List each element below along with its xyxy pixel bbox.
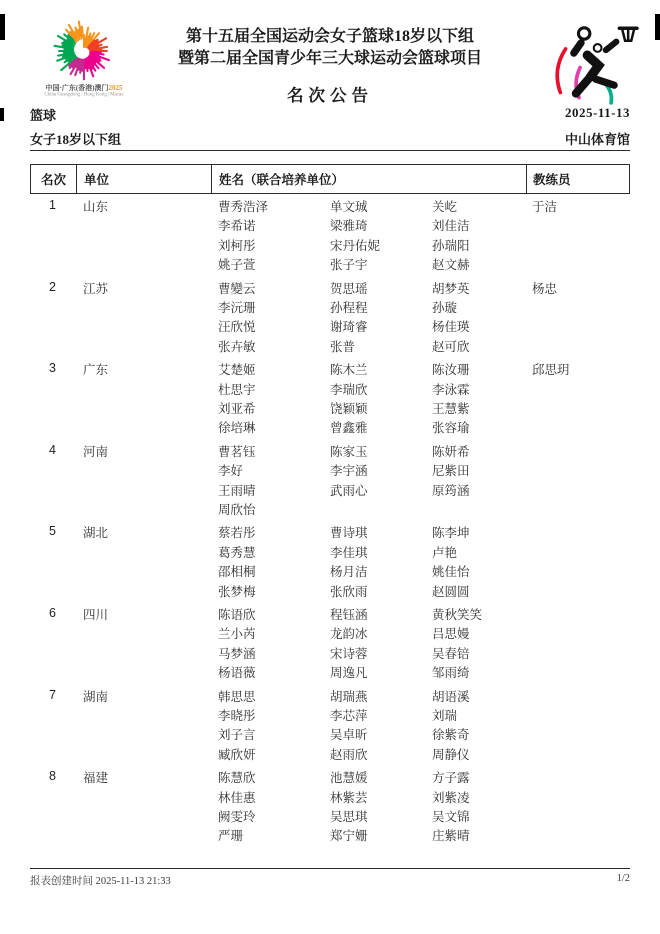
player-name: 李瑞欣 [330,382,368,397]
player-name: 赵文赫 [432,258,470,273]
name-line [218,216,630,235]
emblem-text-en: China Guangdong | Hong Kong | Macao [44,92,124,97]
player-name: 李泳霖 [432,382,470,397]
name-line [218,380,630,399]
name-line [218,442,630,461]
player-name: 李好 [218,464,244,479]
player-name: 刘佳洁 [432,219,470,234]
unit-cell: 山东 [83,200,109,214]
player-name: 张容瑜 [432,421,470,436]
unit-cell: 广东 [83,363,109,378]
player-name: 陈慧欣 [218,771,256,786]
player-name: 梁雅琦 [330,219,368,234]
player-name: 孙程程 [330,300,368,315]
player-name: 孙瑞阳 [432,238,470,253]
player-name: 曹茗钰 [218,444,256,459]
scan-mark-top-left [0,14,5,40]
player-name: 陈李坤 [432,526,470,541]
name-line [218,236,630,255]
name-line [218,481,630,500]
player-name: 邹雨绮 [432,666,470,681]
emblem-year: 2025 [108,84,123,92]
player-name: 杨语薇 [218,666,256,681]
player-name: 姚佳怡 [432,565,470,580]
player-name: 赵可欣 [432,339,470,354]
player-name: 李芯萍 [330,708,368,723]
national-games-emblem-icon [46,20,122,84]
coach-cell: 于洁 [532,200,558,214]
unit-cell: 湖北 [83,526,109,541]
player-name: 饶颖颖 [330,401,368,416]
player-name: 李宇涵 [330,464,368,479]
unit-cell: 河南 [83,444,109,459]
footer-divider [30,868,630,869]
player-name: 谢琦睿 [330,320,368,335]
player-name: 贺思瑶 [330,281,368,296]
name-line [218,807,630,826]
player-name: 吴思琪 [330,809,368,824]
player-name: 葛秀慧 [218,545,256,560]
name-line [218,644,630,663]
rank-cell: 2 [49,279,56,294]
name-line [218,582,630,601]
player-name: 邵相桐 [218,565,256,580]
rank-cell: 6 [49,605,56,620]
name-line [218,663,630,682]
basketball-player-pictogram-icon [544,20,644,108]
name-line [218,500,630,519]
player-name: 陈语欣 [218,607,256,622]
table-row [30,197,630,279]
basket-icon [619,28,637,40]
player-name: 杜思宇 [218,382,256,397]
rank-cell: 5 [49,524,56,539]
player-name: 王慧紫 [432,401,470,416]
player-name: 徐培琳 [218,421,256,436]
name-line [218,725,630,744]
player-name: 徐紫奇 [432,728,470,743]
unit-cell: 江苏 [83,281,109,296]
report-date: 2025-11-13 [565,105,630,120]
player-name: 林紫芸 [330,790,368,805]
rank-cell: 8 [49,769,56,784]
unit-cell: 湖南 [83,689,109,704]
player-name: 韩思思 [218,689,256,704]
table-row [30,279,630,361]
name-line [218,706,630,725]
name-line [218,523,630,542]
player-name: 郑宁姗 [330,829,368,844]
report-created-timestamp: 报表创建时间 2025-11-13 21:33 [30,876,171,887]
player-name: 姚子萱 [218,258,256,273]
player-name: 张子宇 [330,258,368,273]
player-name: 黄秋笑笑 [432,607,483,622]
name-line [218,826,630,845]
column-divider [76,165,77,193]
player-name: 胡梦英 [432,281,470,296]
name-line [218,461,630,480]
player-name: 陈木兰 [330,363,368,378]
rank-cell: 4 [49,442,56,457]
scan-mark-left [0,108,4,121]
player-name: 张卉敏 [218,339,256,354]
player-name: 蔡若彤 [218,526,256,541]
name-line [218,605,630,624]
player-name: 周静仪 [432,747,470,762]
player-name: 张梦梅 [218,584,256,599]
column-header-coach: 教练员 [533,173,571,187]
group-label: 女子18岁以下组 [30,132,122,147]
player-name: 杨月洁 [330,565,368,580]
title-line-2: 暨第二届全国青少年三大球运动会篮球项目 [177,50,482,67]
player-name: 孙璇 [432,300,458,315]
player-name: 陈汝珊 [432,363,470,378]
table-row [30,442,630,524]
player-name: 周逸凡 [330,666,368,681]
player-name: 吴卓昕 [330,728,368,743]
player-name: 赵雨欣 [330,747,368,762]
player-name: 龙韵冰 [330,627,368,642]
rank-cell: 1 [49,198,56,212]
player-name: 曹诗琪 [330,526,368,541]
name-line [218,418,630,437]
unit-cell: 福建 [83,771,109,786]
doc-type-title: 名次公告 [287,86,373,105]
player-name: 关屹 [432,200,458,214]
player-name: 李沅珊 [218,300,256,315]
player-name: 胡瑞燕 [330,689,368,704]
player-name: 汪欣悦 [218,320,256,335]
name-line [218,562,630,581]
header-divider [30,150,630,151]
player-name: 李晓彤 [218,708,256,723]
table-row [30,687,630,769]
name-line [218,768,630,787]
name-line [218,624,630,643]
player-name: 胡语溪 [432,689,470,704]
player-name: 宋诗蓉 [330,646,368,661]
page-indicator: 1/2 [616,873,630,884]
player-name: 严珊 [218,829,244,844]
name-line [218,279,630,298]
title-line-1: 第十五届全国运动会女子篮球18岁以下组 [185,28,474,45]
coach-cell: 邱思玥 [532,363,570,378]
player-name: 艾楚姬 [218,363,256,378]
player-name: 刘子言 [218,728,256,743]
player-name: 王雨晴 [218,483,256,498]
player-name: 张欣雨 [330,584,368,599]
name-line [218,337,630,356]
player-name: 杨佳瑛 [432,320,470,335]
name-line [218,543,630,562]
player-name: 庄紫晴 [432,829,470,844]
player-name: 程钰涵 [330,607,368,622]
player-name: 刘紫凌 [432,790,470,805]
player-name: 曹秀浩泽 [218,200,269,214]
player-name: 吕思嫚 [432,627,470,642]
column-header-names: 姓名（联合培养单位） [219,173,345,187]
coach-cell: 杨忠 [532,281,558,296]
name-line [218,687,630,706]
player-name: 单文珹 [330,200,368,214]
venue-label: 中山体育馆 [564,132,630,147]
name-line [218,298,630,317]
table-row [30,768,630,850]
sport-label: 篮球 [30,108,57,123]
table-row [30,605,630,687]
player-name: 原筠涵 [432,483,470,498]
scan-mark-top-right [655,14,660,40]
player-name: 刘亚希 [218,401,256,416]
column-header-rank: 名次 [40,173,66,187]
player-name: 方子露 [432,771,470,786]
unit-cell: 四川 [83,607,109,622]
name-line [218,745,630,764]
player-name: 曾鑫雅 [330,421,368,436]
name-line [218,317,630,336]
rank-cell: 3 [49,361,56,376]
player-name: 宋丹佑妮 [330,238,381,253]
header-titles [120,26,540,106]
name-line [218,788,630,807]
player-name: 李佳琪 [330,545,368,560]
column-divider [526,165,527,193]
player-name: 刘柯彤 [218,238,256,253]
player-name: 张普 [330,339,356,354]
table-header [30,164,630,194]
name-line [218,255,630,274]
table-row [30,360,630,442]
emblem-text-zh: 中国·广东(香港)澳门2025 [45,84,123,92]
player-name: 陈妍希 [432,444,470,459]
player-name: 吴春锫 [432,646,470,661]
column-divider [211,165,212,193]
player-name: 武雨心 [330,483,368,498]
player-name: 李希诺 [218,219,256,234]
table-row [30,523,630,605]
table-body [30,197,630,850]
player-name: 曹變云 [218,281,256,296]
name-line [218,399,630,418]
rank-cell: 7 [49,687,56,702]
player-name: 臧欣妍 [218,747,256,762]
player-name: 陈家玉 [330,444,368,459]
player-name: 兰小芮 [218,627,256,642]
player-name: 周欣怡 [218,502,256,517]
player-name: 吴文锦 [432,809,470,824]
player-name: 林佳惠 [218,790,256,805]
player-name: 刘瑞 [432,708,458,723]
player-name: 赵圆圆 [432,584,470,599]
player-name: 马梦涵 [218,646,256,661]
player-name: 尼紫田 [432,464,470,479]
player-name: 池慧媛 [330,771,368,786]
name-line [218,360,630,379]
player-name: 卢艳 [432,545,458,560]
player-name: 阙雯玲 [218,809,256,824]
column-header-unit: 单位 [84,173,110,187]
name-line [218,197,630,216]
